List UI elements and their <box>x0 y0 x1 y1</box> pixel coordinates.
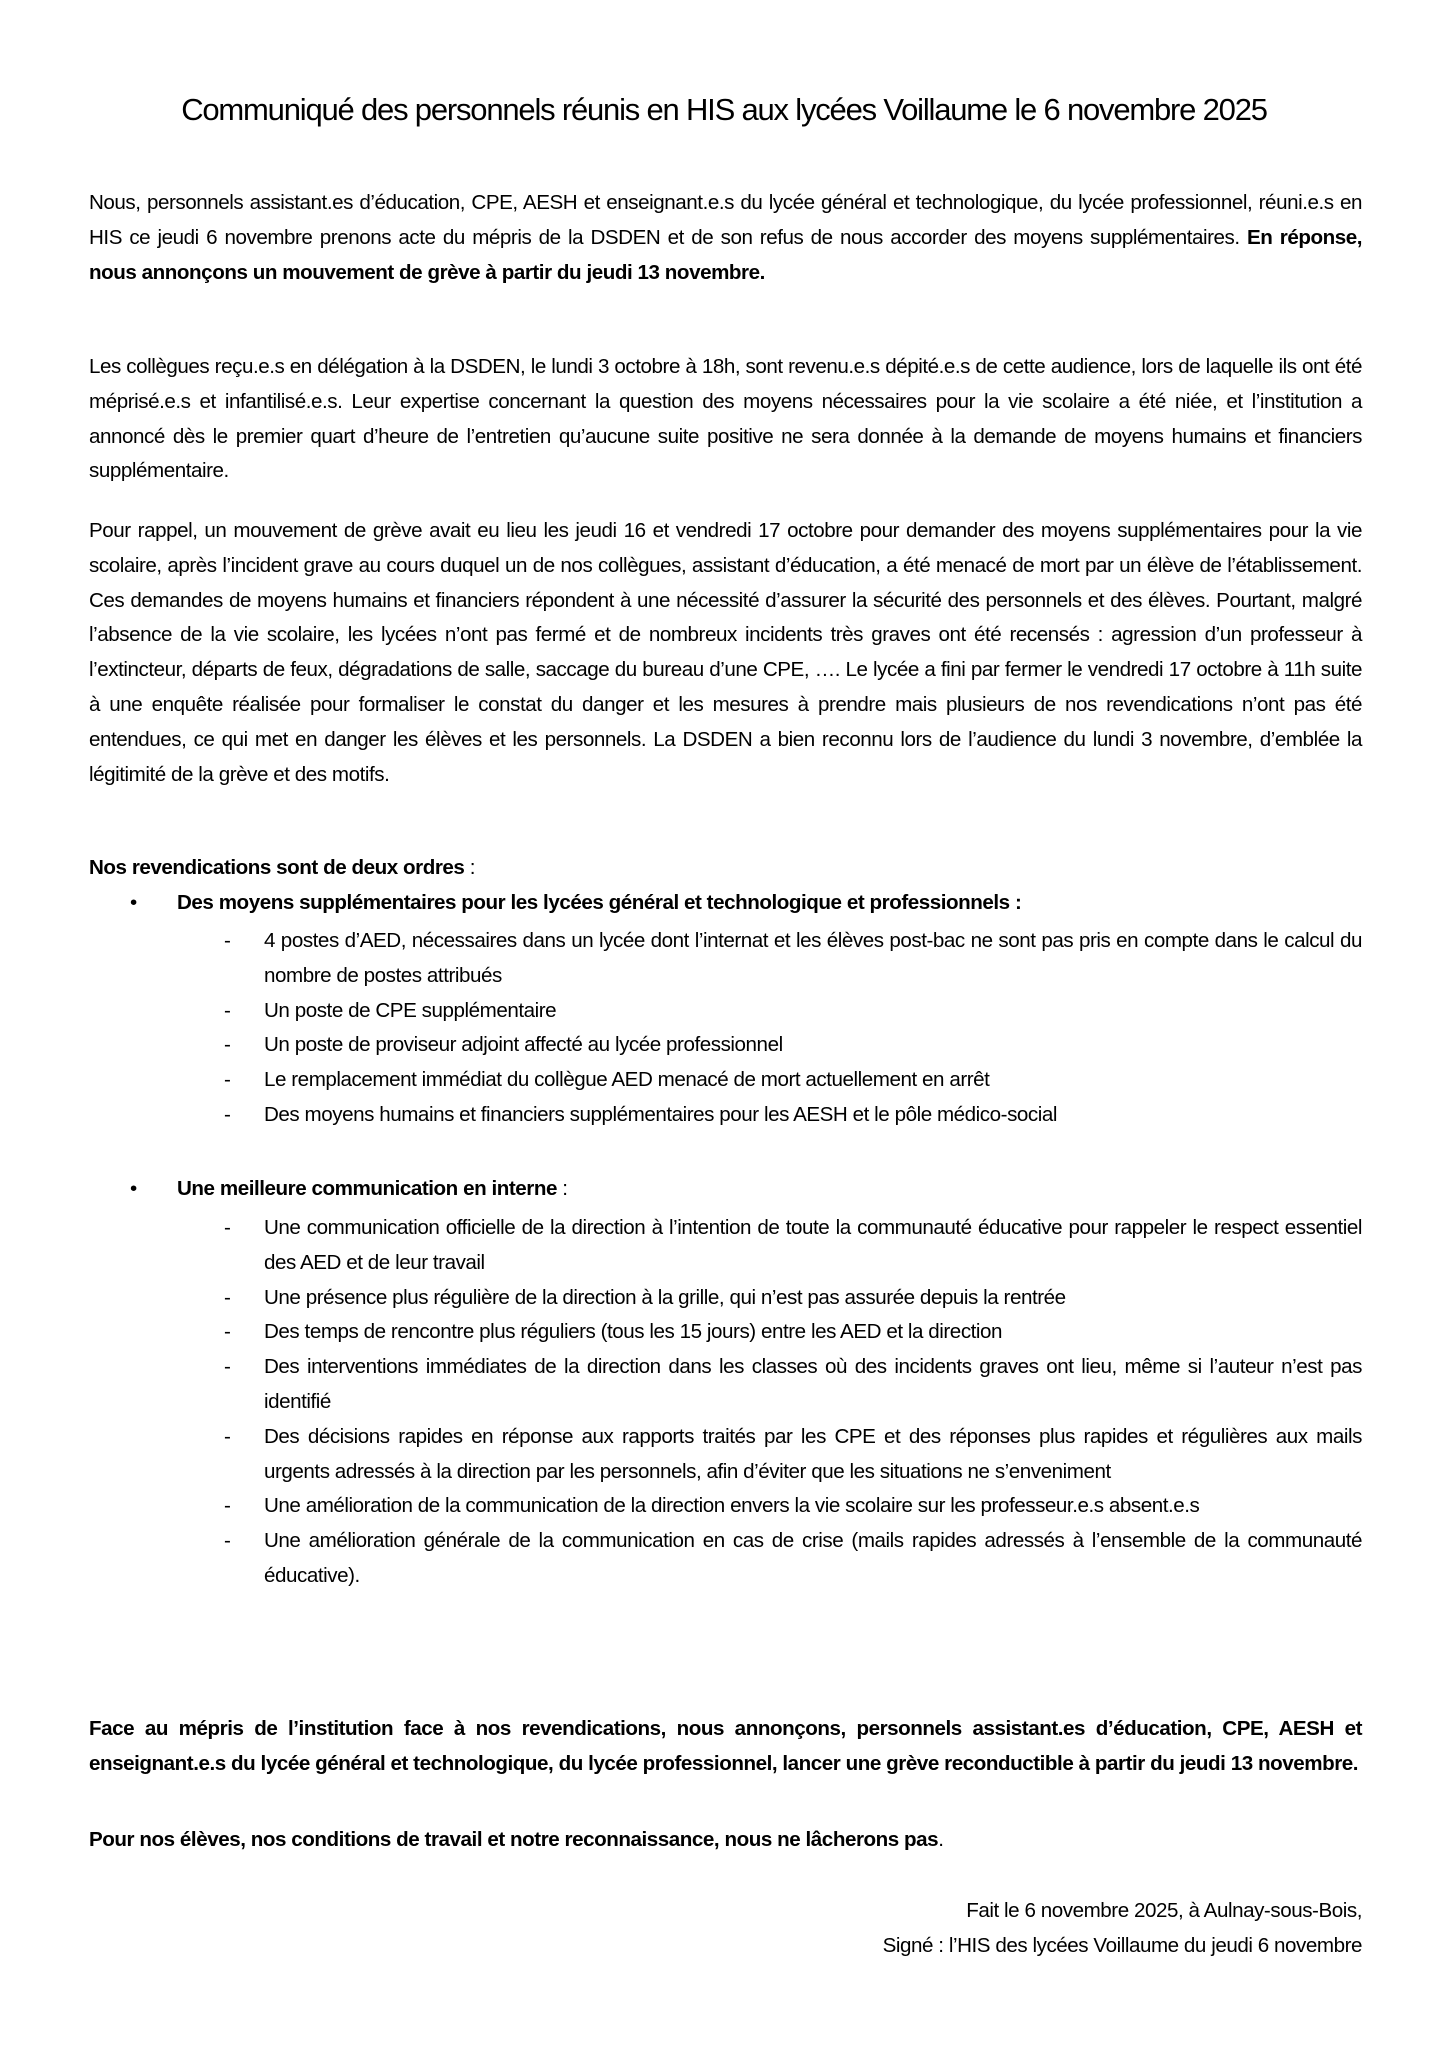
dash-icon: - <box>224 1494 231 1518</box>
dash-icon: - <box>224 1068 231 1092</box>
signature-place-date: Fait le 6 novembre 2025, à Aulnay-sous-Bois, <box>966 1899 1362 1922</box>
strike-announcement: En réponse, nous annonçons un mouvement de grève à partir du jeudi 13 novembre. <box>89 225 1362 284</box>
bullet-icon: • <box>130 1177 137 1200</box>
resources-demands-list <box>224 924 1362 1133</box>
dash-icon: - <box>224 1102 231 1126</box>
signature-signed-by: Signé : l’HIS des lycées Voillaume du jeudi 6 novembre <box>882 1933 1362 1957</box>
bullet-icon: • <box>130 891 137 914</box>
demands-heading: Nos revendications sont de deux ordres : <box>89 856 475 879</box>
list-item: - Une communication officielle de la direction à l’intention de toute la communauté éducative pour rappeler le respect essentiel des AED et de leur travail <box>224 1211 1362 1281</box>
signature-block <box>883 1894 1362 1964</box>
list-item: - Des décisions rapides en réponse aux rapports traités par les CPE et des réponses plus rapides et régulières aux mails urgents adressés à la direction par les personnels, afin d’éviter que les situations ne s’enveniment <box>224 1420 1362 1490</box>
dash-icon: - <box>224 1355 231 1379</box>
list-item: - Une amélioration générale de la communication en cas de crise (mails rapides adressés à l’ensemble de la communauté éducative). <box>224 1524 1362 1594</box>
dash-icon: - <box>224 1285 231 1309</box>
intro-paragraph <box>89 186 1362 290</box>
communication-demands-list <box>224 1211 1362 1594</box>
dash-icon: - <box>224 1216 231 1239</box>
list-item: - Des temps de rencontre plus réguliers (tous les 15 jours) entre les AED et la direction <box>224 1315 1362 1350</box>
final-statement: Pour nos élèves, nos conditions de travail et notre reconnaissance, nous ne lâcherons pas. <box>89 1828 944 1851</box>
dash-icon: - <box>224 1320 231 1344</box>
dash-icon: - <box>224 1529 231 1553</box>
list-item: - Des interventions immédiates de la direction dans les classes où des incidents graves ont lieu, même si l’auteur n’est pas identifié <box>224 1350 1362 1420</box>
intro-text: Nous, personnels assistant.es d’éducation, CPE, AESH et enseignant.e.s du lycée général et technologique, du lycée professionnel, réuni.e.s en HIS ce jeudi 6 novembre prenons acte du mépris de la DSDEN et de son refus de nous accorder des moyens supplémentaires. <box>89 191 1362 249</box>
dash-icon: - <box>224 929 231 952</box>
background-paragraph: Pour rappel, un mouvement de grève avait eu lieu les jeudi 16 et vendredi 17 octobre pour demander des moyens supplémentaires pour la vie scolaire, après l’incident grave au cours duquel un de nos collègues, assistant d’éducation, a été menacé de mort par un élève de l’établissement. Ces demandes de moyens humains et financiers répondent à une nécessité d’assurer la sécurité des personnels et des élèves. Pourtant, malgré l’absence de la vie scolaire, les lycées n’ont pas fermé et de nombreux incidents très graves ont été recensés : agression d’un professeur à l’extincteur, départs de feux, dégradations de salle, saccage du bureau d’une CPE, …. Le lycée a fini par fermer le vendredi 17 octobre à 11h suite à une enquête réalisée pour formaliser le constat du danger et les mesures à prendre mais plusieurs de nos revendications n’ont pas été entendues, ce qui met en danger les élèves et les personnels. La DSDEN a bien reconnu lors de l’audience du lundi 3 novembre, d’emblée la légitimité de la grève et des motifs. <box>89 519 1362 786</box>
demand-group-heading: Une meilleure communication en interne : <box>177 1177 568 1200</box>
dash-icon: - <box>224 998 231 1022</box>
list-item: - Une présence plus régulière de la direction à la grille, qui n’est pas assurée depuis la rentrée <box>224 1281 1362 1316</box>
list-item: - Une amélioration de la communication de la direction envers la vie scolaire sur les professeur.e.s absent.e.s <box>224 1489 1362 1524</box>
closing-paragraph: Face au mépris de l’institution face à nos revendications, nous annonçons, personnels assistant.es d’éducation, CPE, AESH et enseignant.e.s du lycée général et technologique, du lycée professionnel, lancer une grève reconductible à partir du jeudi 13 novembre. <box>89 1717 1362 1775</box>
list-item: - Des moyens humains et financiers supplémentaires pour les AESH et le pôle médico-social <box>224 1098 1362 1133</box>
list-item: - Le remplacement immédiat du collègue AED menacé de mort actuellement en arrêt <box>224 1063 1362 1098</box>
document-title: Communiqué des personnels réunis en HIS aux lycées Voillaume le 6 novembre 2025 <box>181 92 1267 127</box>
list-item: - Un poste de proviseur adjoint affecté au lycée professionnel <box>224 1028 1362 1063</box>
dash-icon: - <box>224 1033 231 1057</box>
dash-icon: - <box>224 1424 231 1448</box>
list-item: - Un poste de CPE supplémentaire <box>224 994 1362 1029</box>
demand-group-heading: Des moyens supplémentaires pour les lycées général et technologique et professionnels : <box>177 891 1022 914</box>
delegation-paragraph: Les collègues reçu.e.s en délégation à la DSDEN, le lundi 3 octobre à 18h, sont revenu.e.s dépité.e.s de cette audience, lors de laquelle ils ont été méprisé.e.s et infantilisé.e.s. Leur expertise concernant la question des moyens nécessaires pour la vie scolaire a été niée, et l’institution a annoncé dès le premier quart d’heure de l’entretien qu’aucune suite positive ne sera donnée à la demande de moyens humains et financiers supplémentaire. <box>89 355 1362 483</box>
list-item: - 4 postes d’AED, nécessaires dans un lycée dont l’internat et les élèves post-bac ne sont pas pris en compte dans le calcul du nombre de postes attribués <box>224 924 1362 994</box>
